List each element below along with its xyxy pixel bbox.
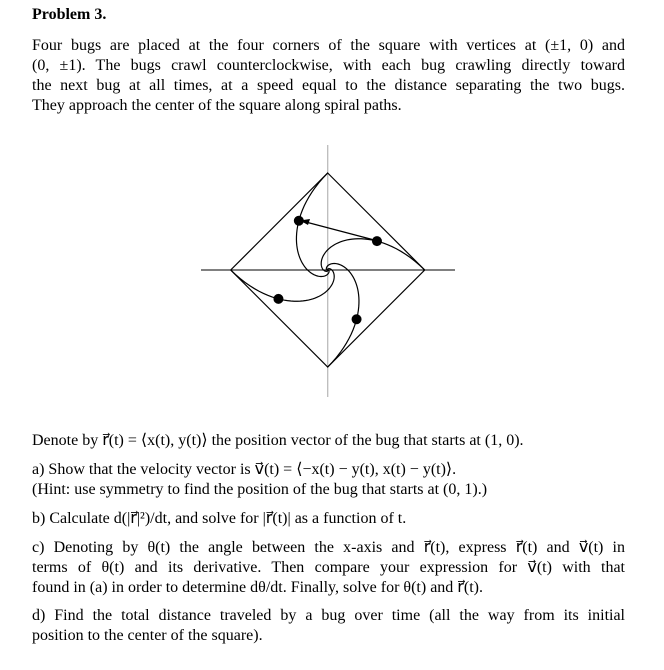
- part-c-line: found in (a) in order to determine dθ/dt. Finally, solve for θ(t) and r⃗(t).: [32, 579, 483, 596]
- part-d-line: position to the center of the square).: [32, 627, 263, 644]
- intro-line: They approach the center of the square along spiral paths.: [32, 97, 402, 114]
- bug-dot: [273, 294, 283, 304]
- part-a-hint: (Hint: use symmetry to find the position of the bug that starts at (0, 1).): [32, 481, 488, 498]
- part-d-line: d) Find the total distance traveled by a bug over time (all the way from its initial: [32, 607, 625, 624]
- denote-text: Denote by r⃗(t) = ⟨x(t), y(t)⟩ the position vector of the bug that starts at (1, 0).: [32, 432, 524, 449]
- problem-title: Problem 3.: [32, 6, 107, 23]
- pursuit-arrow: [302, 221, 378, 241]
- part-c-line: terms of θ(t) and its derivative. Then compare your expression for v⃗(t) with that: [32, 559, 625, 576]
- bug-dot: [352, 314, 362, 324]
- bug-dot: [372, 236, 382, 246]
- intro-line: the next bug at all times, at a speed equal to the distance separating the two bugs.: [32, 77, 625, 94]
- bug-dot: [294, 216, 304, 226]
- intro-line: Four bugs are placed at the four corners of the square with vertices at (±1, 0) and: [32, 37, 625, 54]
- intro-line: (0, ±1). The bugs crawl counterclockwise, with each bug crawling directly toward: [32, 57, 625, 74]
- part-b-text: b) Calculate d(|r⃗|²)/dt, and solve for |r⃗(t)| as a function of t.: [32, 510, 407, 527]
- part-a-line: a) Show that the velocity vector is v⃗(t) = ⟨−x(t) − y(t), x(t) − y(t)⟩.: [32, 461, 457, 478]
- part-c-line: c) Denoting by θ(t) the angle between the x-axis and r⃗(t), express r⃗(t) and v⃗(t) in: [32, 539, 625, 556]
